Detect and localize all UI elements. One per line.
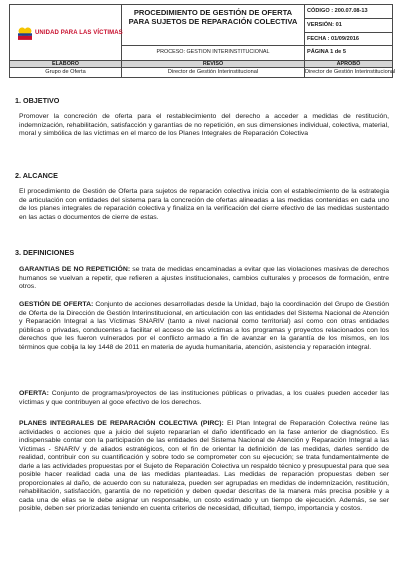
definition-gestion-oferta <box>19 301 389 352</box>
title-cell <box>122 5 305 60</box>
objetivo-text: Promover la concreción de oferta para el restablecimiento del derecho a acceder a medidas de restitución, indemnización, rehabilitación, satisfacción y garantías de no repetición, en sus dimensiones individual, colectiva, material, moral y simbólica de las víctimas en el marco de los Planes Integrales de Reparación Colectiva <box>19 113 389 138</box>
definition-term: GESTIÓN DE OFERTA: <box>19 301 94 308</box>
document-header <box>9 4 393 61</box>
logo-text: UNIDAD PARA LAS VÍCTIMAS <box>35 30 123 36</box>
definition-term: PLANES INTEGRALES DE REPARACIÓN COLECTIVA (PIRC): <box>19 420 224 427</box>
process-name: PROCESO: GESTION INTERINSTITUCIONAL <box>122 45 304 58</box>
unidad-victimas-logo <box>10 5 122 60</box>
definiciones-heading: 3. DEFINICIONES <box>15 248 75 257</box>
alcance-heading: 2. ALCANCE <box>15 171 58 180</box>
reviso-label: REVISÓ <box>122 61 304 68</box>
aprobo-label: APROBÓ <box>305 61 392 68</box>
definition-pirc <box>19 420 389 514</box>
aprobo-column <box>305 61 396 77</box>
reviso-column <box>122 61 305 77</box>
definition-term: OFERTA: <box>19 390 49 397</box>
elaboro-label: ELABORO <box>10 61 121 68</box>
definition-text: El Plan Integral de Reparación Colectiva reúne las actividades o acciones que a juicio del sujeto repararían el daño identificado en la fase anterior de diagnóstico. Es indispensable contar con la participación de las entidades del Sistema Nacional de Atención y Reparación Integral a las Víctimas - SNARIV y de aliados estratégicos, con el fin de orientar la definición de las medidas, darles sentido de realidad, contribuir con su cuantificación y sobre todo se comprometer con su ejecución; se trata fundamentalmente de darle a las actividades propuestas por el Sujeto de Reparación Colectiva un respaldo técnico y presupuestal para que sea posible hacer realidad cada una de las medidas planteadas. Las medidas de reparación propuestas deben ser proporcionales al daño, de acuerdo con su naturaleza, pueden ser agrupadas en medidas de indemnización, restitución, rehabilitación, satisfacción, garantía de no repetición y deben quedar descritas de la manera más precisa posible y a cada una de ellas se le debe asignar un responsable, un costo estimado y un tiempo de ejecución. Además, se ser posible, deben ser priorizadas teniendo en cuenta criterios de necesidad, dificultad, tiempo, importancia y costos. <box>19 420 389 513</box>
document-title: PROCEDIMIENTO DE GESTIÓN DE OFERTA PARA SUJETOS DE REPARACIÓN COLECTIVA <box>128 8 298 27</box>
definition-oferta <box>19 390 389 407</box>
definition-text: Conjunto de acciones desarrolladas desde la Unidad, bajo la coordinación del Grupo de Gestión de Oferta de la Dirección de Gestión Interinstitucional, en articulación con las entidades del Sistema Nacional de Atención y Reparación Integral a las Víctimas SNARIV (tanto a nivel nacional como territorial) así como con otras entidades públicas o privadas, conducentes a facilitar el acceso de las víctimas a los programas y proyectos relacionados con los derechos que les fueron vulnerados por el conflicto armado a fin de avanzar en la garantía de los mismos, en los términos que cobija la ley 1448 de 2011 en materia de ayuda humanitaria, atención, asistencia y reparación integral. <box>19 301 390 351</box>
page-number: PÁGINA 1 de 5 <box>307 49 346 56</box>
objetivo-heading: 1. OBJETIVO <box>15 96 60 105</box>
alcance-text: El procedimiento de Gestión de Oferta para sujetos de reparación colectiva inicia con el establecimiento de la estrategia de articulación con entidades del sistema para la concreción de ofertas alineadas a las medidas contenidas en cada uno de los planes integrales de reparación colectiva y finaliza en la verificación del cierre efectivo de las medidas sustentado en las actas o documentos de cierre de estas. <box>19 188 389 221</box>
document-version: VERSIÓN: 01 <box>305 19 392 33</box>
definition-garantias <box>19 266 389 292</box>
document-code: CÓDIGO : 200.07.08-13 <box>305 5 392 19</box>
definition-text: Conjunto de programas/proyectos de las instituciones públicas o privadas, a los cuales pueden acceder las víctimas y que contribuyen al goce efectivo de los derechos. <box>19 390 389 406</box>
document-date: FECHA : 01/09/2016 <box>305 33 392 47</box>
elaboro-value: Grupo de Oferta <box>45 69 86 75</box>
approval-table <box>9 61 396 78</box>
definition-text: se trata de medidas encaminadas a evitar que las violaciones masivas de derechos humanos se vuelvan a repetir, que refieren a ajustes institucionales, cambios culturales y procesos de formación, entre otros. <box>19 266 390 291</box>
colombia-flag-heart-icon <box>18 26 32 40</box>
aprobo-value: Director de Gestión Interinstitucional <box>305 69 396 75</box>
reviso-value: Director de Gestión Interinstitucional <box>167 69 259 75</box>
document-meta <box>305 5 392 60</box>
elaboro-column <box>10 61 122 77</box>
definition-term: GARANTIAS DE NO REPETICIÓN: <box>19 266 131 273</box>
